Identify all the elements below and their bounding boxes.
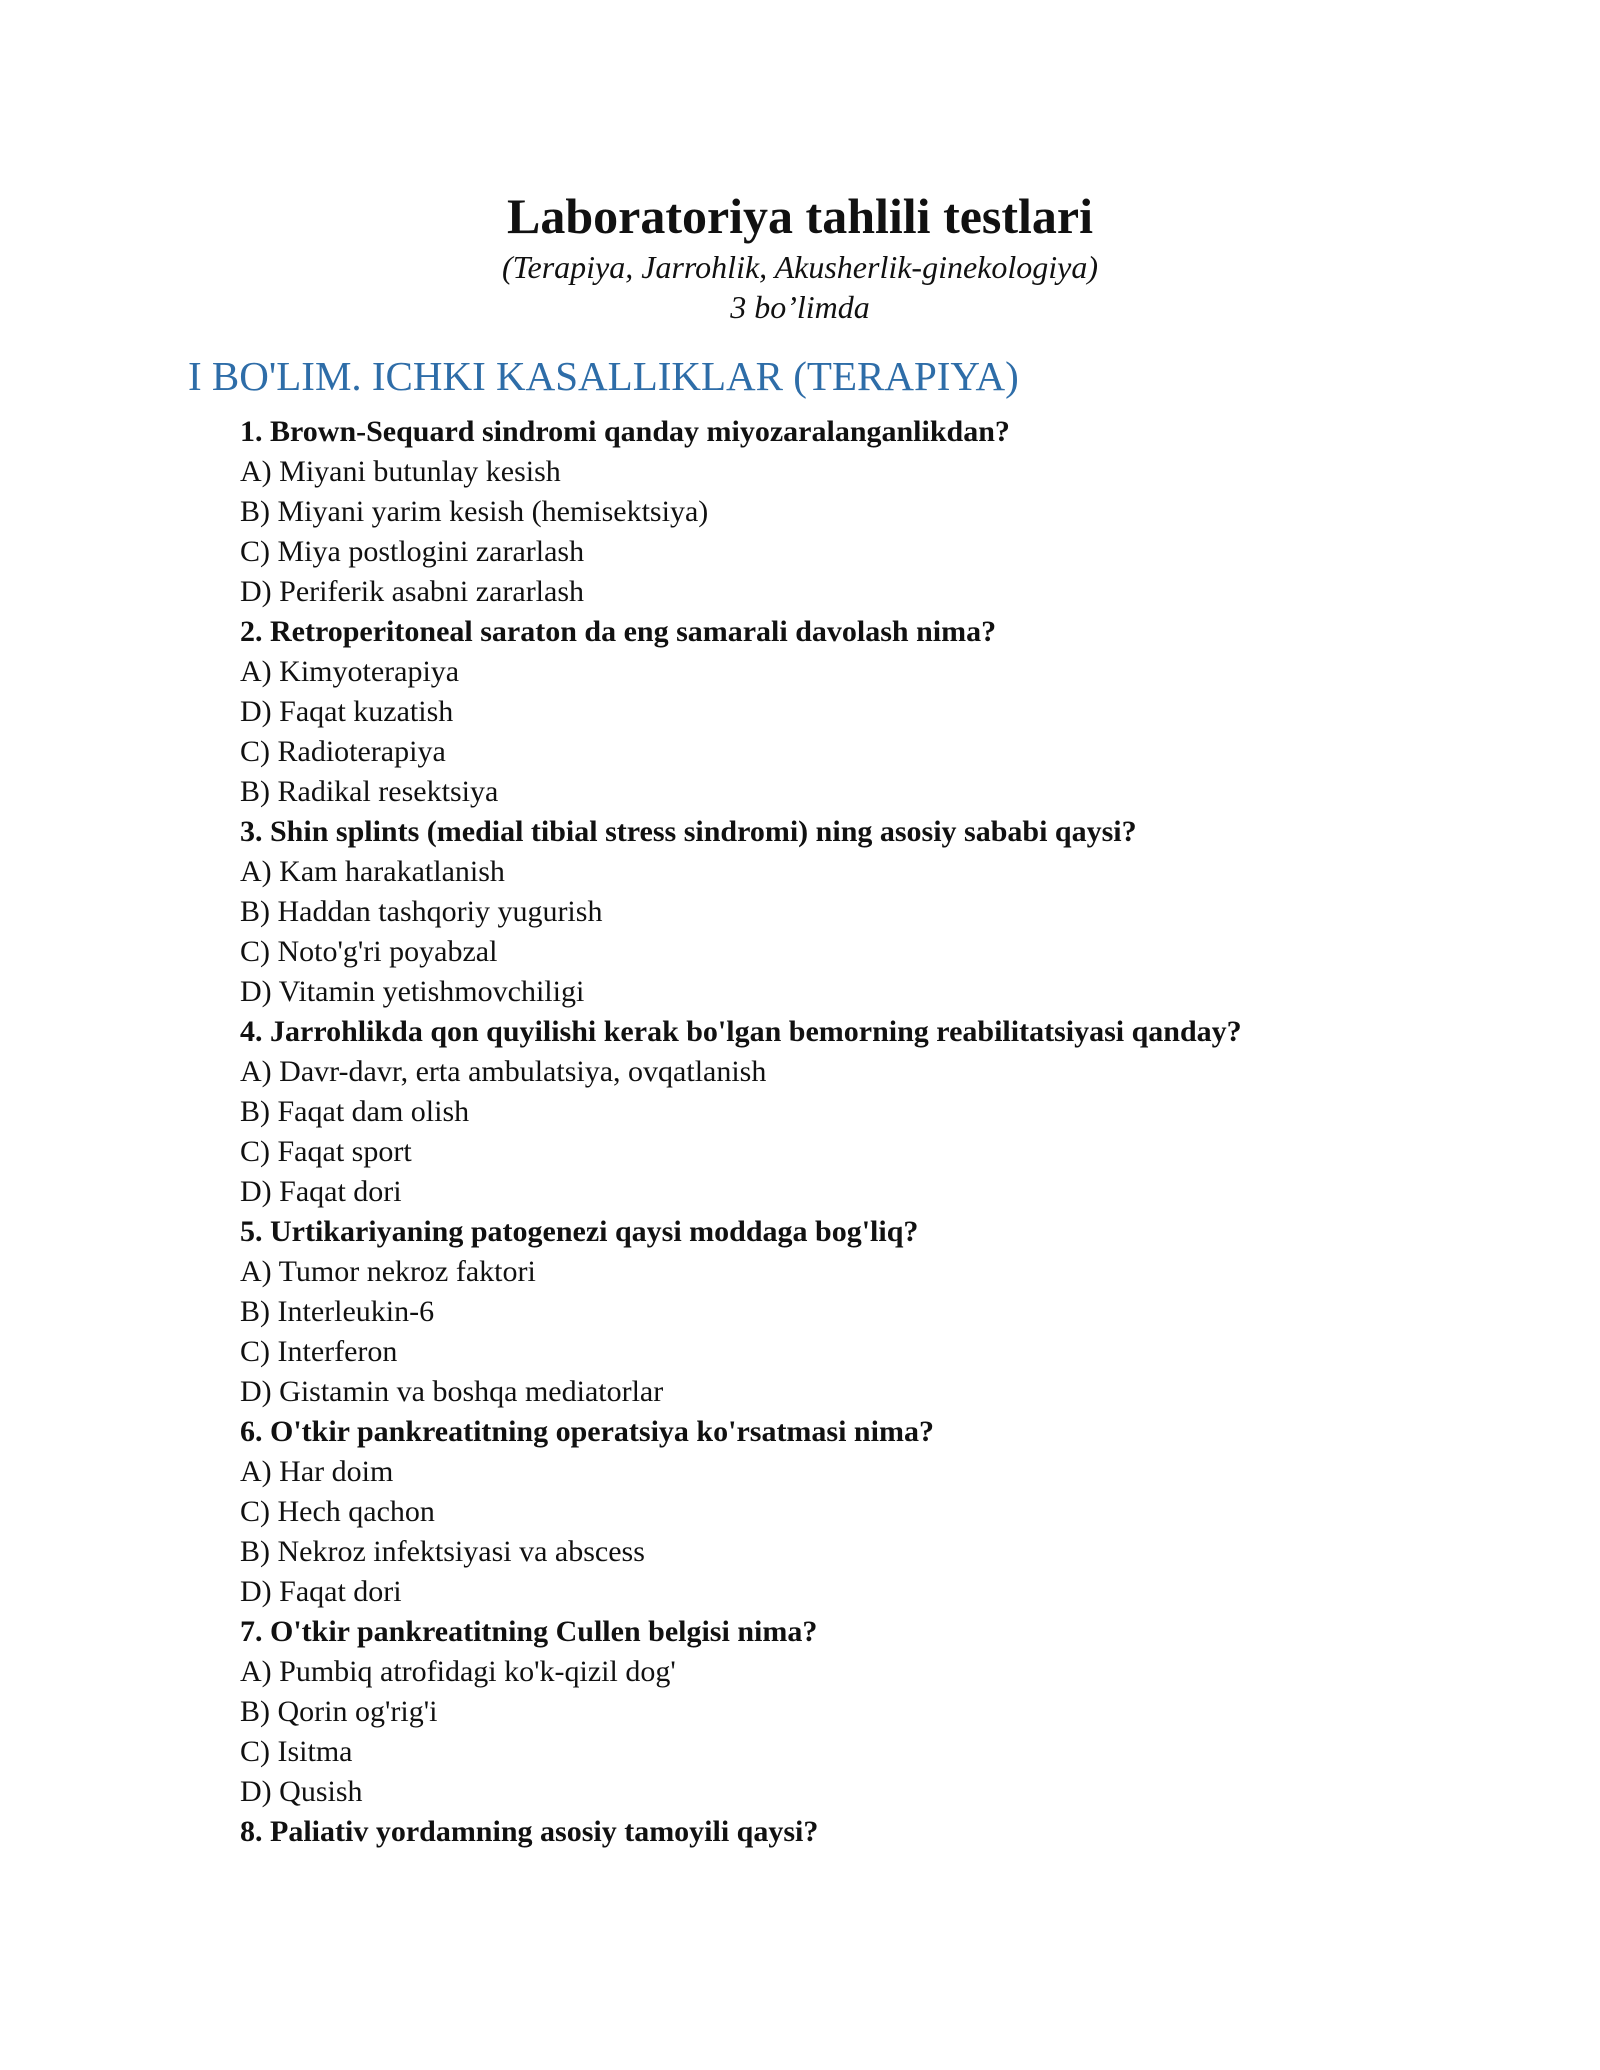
- question-5: [240, 1212, 1440, 1412]
- question-list: [240, 412, 1440, 1852]
- answer-option: B) Interleukin-6: [240, 1295, 435, 1328]
- document-subtitle: (Terapiya, Jarrohlik, Akusherlik-ginekologiya): [501, 249, 1099, 285]
- answer-option: B) Nekroz infektsiyasi va abscess: [240, 1535, 645, 1568]
- answer-option: A) Davr-davr, erta ambulatsiya, ovqatlanish: [240, 1055, 767, 1088]
- answer-option: C) Hech qachon: [240, 1495, 435, 1528]
- answer-option: A) Kam harakatlanish: [240, 855, 505, 888]
- answer-option: D) Faqat dori: [240, 1575, 402, 1608]
- answer-option: B) Radikal resektsiya: [240, 775, 499, 808]
- answer-option: D) Qusish: [240, 1775, 363, 1808]
- answer-option: B) Faqat dam olish: [240, 1095, 470, 1128]
- question-4: [240, 1012, 1440, 1212]
- answer-option: A) Pumbiq atrofidagi ko'k-qizil dog': [240, 1655, 676, 1688]
- answer-option: A) Miyani butunlay kesish: [240, 455, 561, 488]
- parts-note: 3 bo’limda: [730, 289, 870, 325]
- question-6: [240, 1412, 1440, 1612]
- answer-option: D) Vitamin yetishmovchiligi: [240, 975, 585, 1008]
- answer-option: D) Periferik asabni zararlash: [240, 575, 585, 608]
- answer-option: C) Interferon: [240, 1335, 398, 1368]
- question-2: [240, 612, 1440, 812]
- answer-option: A) Kimyoterapiya: [240, 655, 460, 688]
- question-text: 3. Shin splints (medial tibial stress sindromi) ning asosiy sababi qaysi?: [240, 815, 1137, 848]
- question-text: 4. Jarrohlikda qon quyilishi kerak bo'lgan bemorning reabilitatsiyasi qanday?: [240, 1015, 1242, 1048]
- answer-option: A) Tumor nekroz faktori: [240, 1255, 536, 1288]
- answer-option: A) Har doim: [240, 1455, 394, 1488]
- question-text: 1. Brown-Sequard sindromi qanday miyozaralanganlikdan?: [240, 415, 1010, 448]
- answer-option: C) Noto'g'ri poyabzal: [240, 935, 498, 968]
- answer-option: C) Faqat sport: [240, 1135, 412, 1168]
- question-text: 2. Retroperitoneal saraton da eng samarali davolash nima?: [240, 615, 997, 648]
- answer-option: D) Gistamin va boshqa mediatorlar: [240, 1375, 664, 1408]
- question-8: [240, 1812, 1440, 1852]
- answer-option: C) Radioterapiya: [240, 735, 446, 768]
- question-text: 8. Paliativ yordamning asosiy tamoyili qaysi?: [240, 1815, 819, 1848]
- answer-option: B) Qorin og'rig'i: [240, 1695, 438, 1728]
- answer-option: D) Faqat dori: [240, 1175, 402, 1208]
- section-heading: I BO'LIM. ICHKI KASALLIKLAR (TERAPIYA): [188, 353, 1019, 399]
- document-title: Laboratoriya tahlili testlari: [506, 188, 1094, 244]
- answer-option: C) Miya postlogini zararlash: [240, 535, 585, 568]
- answer-option: B) Miyani yarim kesish (hemisektsiya): [240, 495, 709, 528]
- question-1: [240, 412, 1440, 612]
- question-text: 5. Urtikariyaning patogenezi qaysi moddaga bog'liq?: [240, 1215, 919, 1248]
- question-3: [240, 812, 1440, 1012]
- question-7: [240, 1612, 1440, 1812]
- answer-option: C) Isitma: [240, 1735, 353, 1768]
- answer-option: D) Faqat kuzatish: [240, 695, 454, 728]
- question-text: 7. O'tkir pankreatitning Cullen belgisi nima?: [240, 1615, 818, 1648]
- question-text: 6. O'tkir pankreatitning operatsiya ko'rsatmasi nima?: [240, 1415, 934, 1448]
- answer-option: B) Haddan tashqoriy yugurish: [240, 895, 603, 928]
